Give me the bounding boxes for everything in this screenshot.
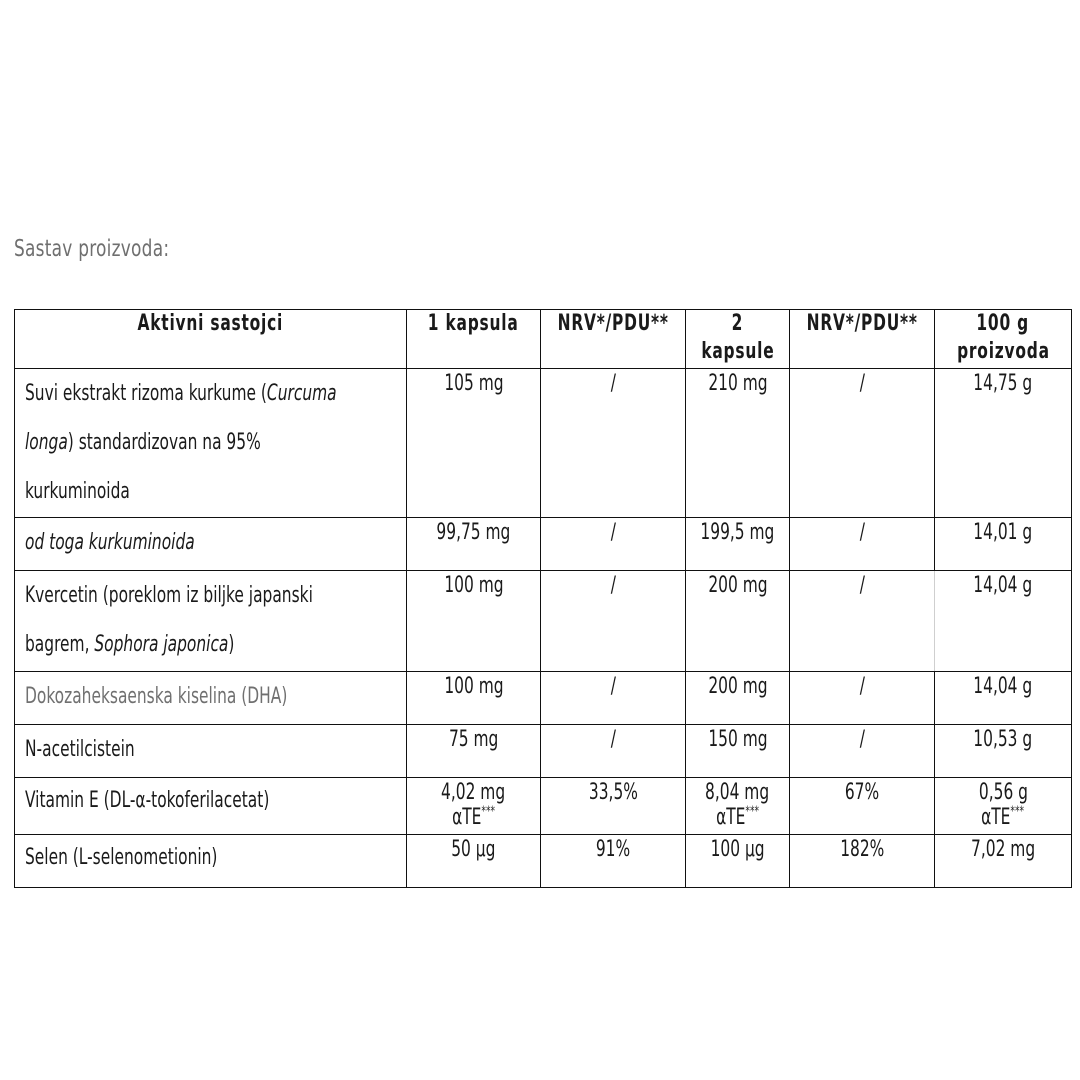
value-two-capsules: 150 mg [686, 725, 790, 778]
value-nrv-2: 182% [790, 835, 935, 888]
ingredient-name: Kvercetin (poreklom iz biljke japanski bagrem, Sophora japonica) [15, 571, 407, 672]
value-one-capsule: 75 mg [407, 725, 541, 778]
value-nrv-2: / [790, 571, 935, 672]
header-nrv-1: NRV*/PDU** [541, 310, 686, 369]
value-one-capsule: 100 mg [407, 672, 541, 725]
value-100g: 10,53 g [935, 725, 1072, 778]
value-nrv-1: 91% [541, 835, 686, 888]
value-nrv-1: / [541, 518, 686, 571]
value-nrv-2: / [790, 369, 935, 518]
value-nrv-2: / [790, 725, 935, 778]
table-row [15, 725, 1072, 778]
value-one-capsule: 99,75 mg [407, 518, 541, 571]
value-nrv-2: / [790, 672, 935, 725]
value-nrv-2: / [790, 518, 935, 571]
value-one-capsule: 100 mg [407, 571, 541, 672]
value-two-capsules: 100 μg [686, 835, 790, 888]
value-100g: 0,56 g αTE*** [935, 778, 1072, 835]
ingredient-name: Vitamin E (DL-α-tokoferilacetat) [15, 778, 407, 835]
header-100g: 100 g proizvoda [935, 310, 1072, 369]
ingredient-name: N-acetilcistein [15, 725, 407, 778]
value-one-capsule: 4,02 mg αTE*** [407, 778, 541, 835]
table-row [15, 369, 1072, 518]
ingredients-table [14, 309, 1072, 888]
ingredient-name: od toga kurkuminoida [15, 518, 407, 571]
ingredient-name: Selen (L-selenometionin) [15, 835, 407, 888]
value-nrv-1: / [541, 369, 686, 518]
value-100g: 14,04 g [935, 571, 1072, 672]
header-two-capsules: 2 kapsule [686, 310, 790, 369]
value-100g: 14,01 g [935, 518, 1072, 571]
value-two-capsules: 210 mg [686, 369, 790, 518]
header-one-capsule: 1 kapsula [407, 310, 541, 369]
table-row [15, 672, 1072, 725]
value-nrv-1: 33,5% [541, 778, 686, 835]
value-nrv-1: / [541, 725, 686, 778]
value-nrv-2: 67% [790, 778, 935, 835]
header-nrv-2: NRV*/PDU** [790, 310, 935, 369]
value-nrv-1: / [541, 571, 686, 672]
table-row [15, 778, 1072, 835]
ingredient-name: Dokozaheksaenska kiselina (DHA) [15, 672, 407, 725]
value-one-capsule: 50 μg [407, 835, 541, 888]
table-row [15, 571, 1072, 672]
value-nrv-1: / [541, 672, 686, 725]
value-100g: 7,02 mg [935, 835, 1072, 888]
value-100g: 14,04 g [935, 672, 1072, 725]
ingredient-name: Suvi ekstrakt rizoma kurkume (Curcuma longa) standardizovan na 95% kurkuminoida [15, 369, 407, 518]
value-two-capsules: 199,5 mg [686, 518, 790, 571]
value-one-capsule: 105 mg [407, 369, 541, 518]
header-ingredients: Aktivni sastojci [15, 310, 407, 369]
table-header-row [15, 310, 1072, 369]
section-heading: Sastav proizvoda: [14, 236, 170, 262]
table-row [15, 835, 1072, 888]
table-row [15, 518, 1072, 571]
value-two-capsules: 200 mg [686, 571, 790, 672]
value-two-capsules: 8,04 mg αTE*** [686, 778, 790, 835]
value-two-capsules: 200 mg [686, 672, 790, 725]
value-100g: 14,75 g [935, 369, 1072, 518]
